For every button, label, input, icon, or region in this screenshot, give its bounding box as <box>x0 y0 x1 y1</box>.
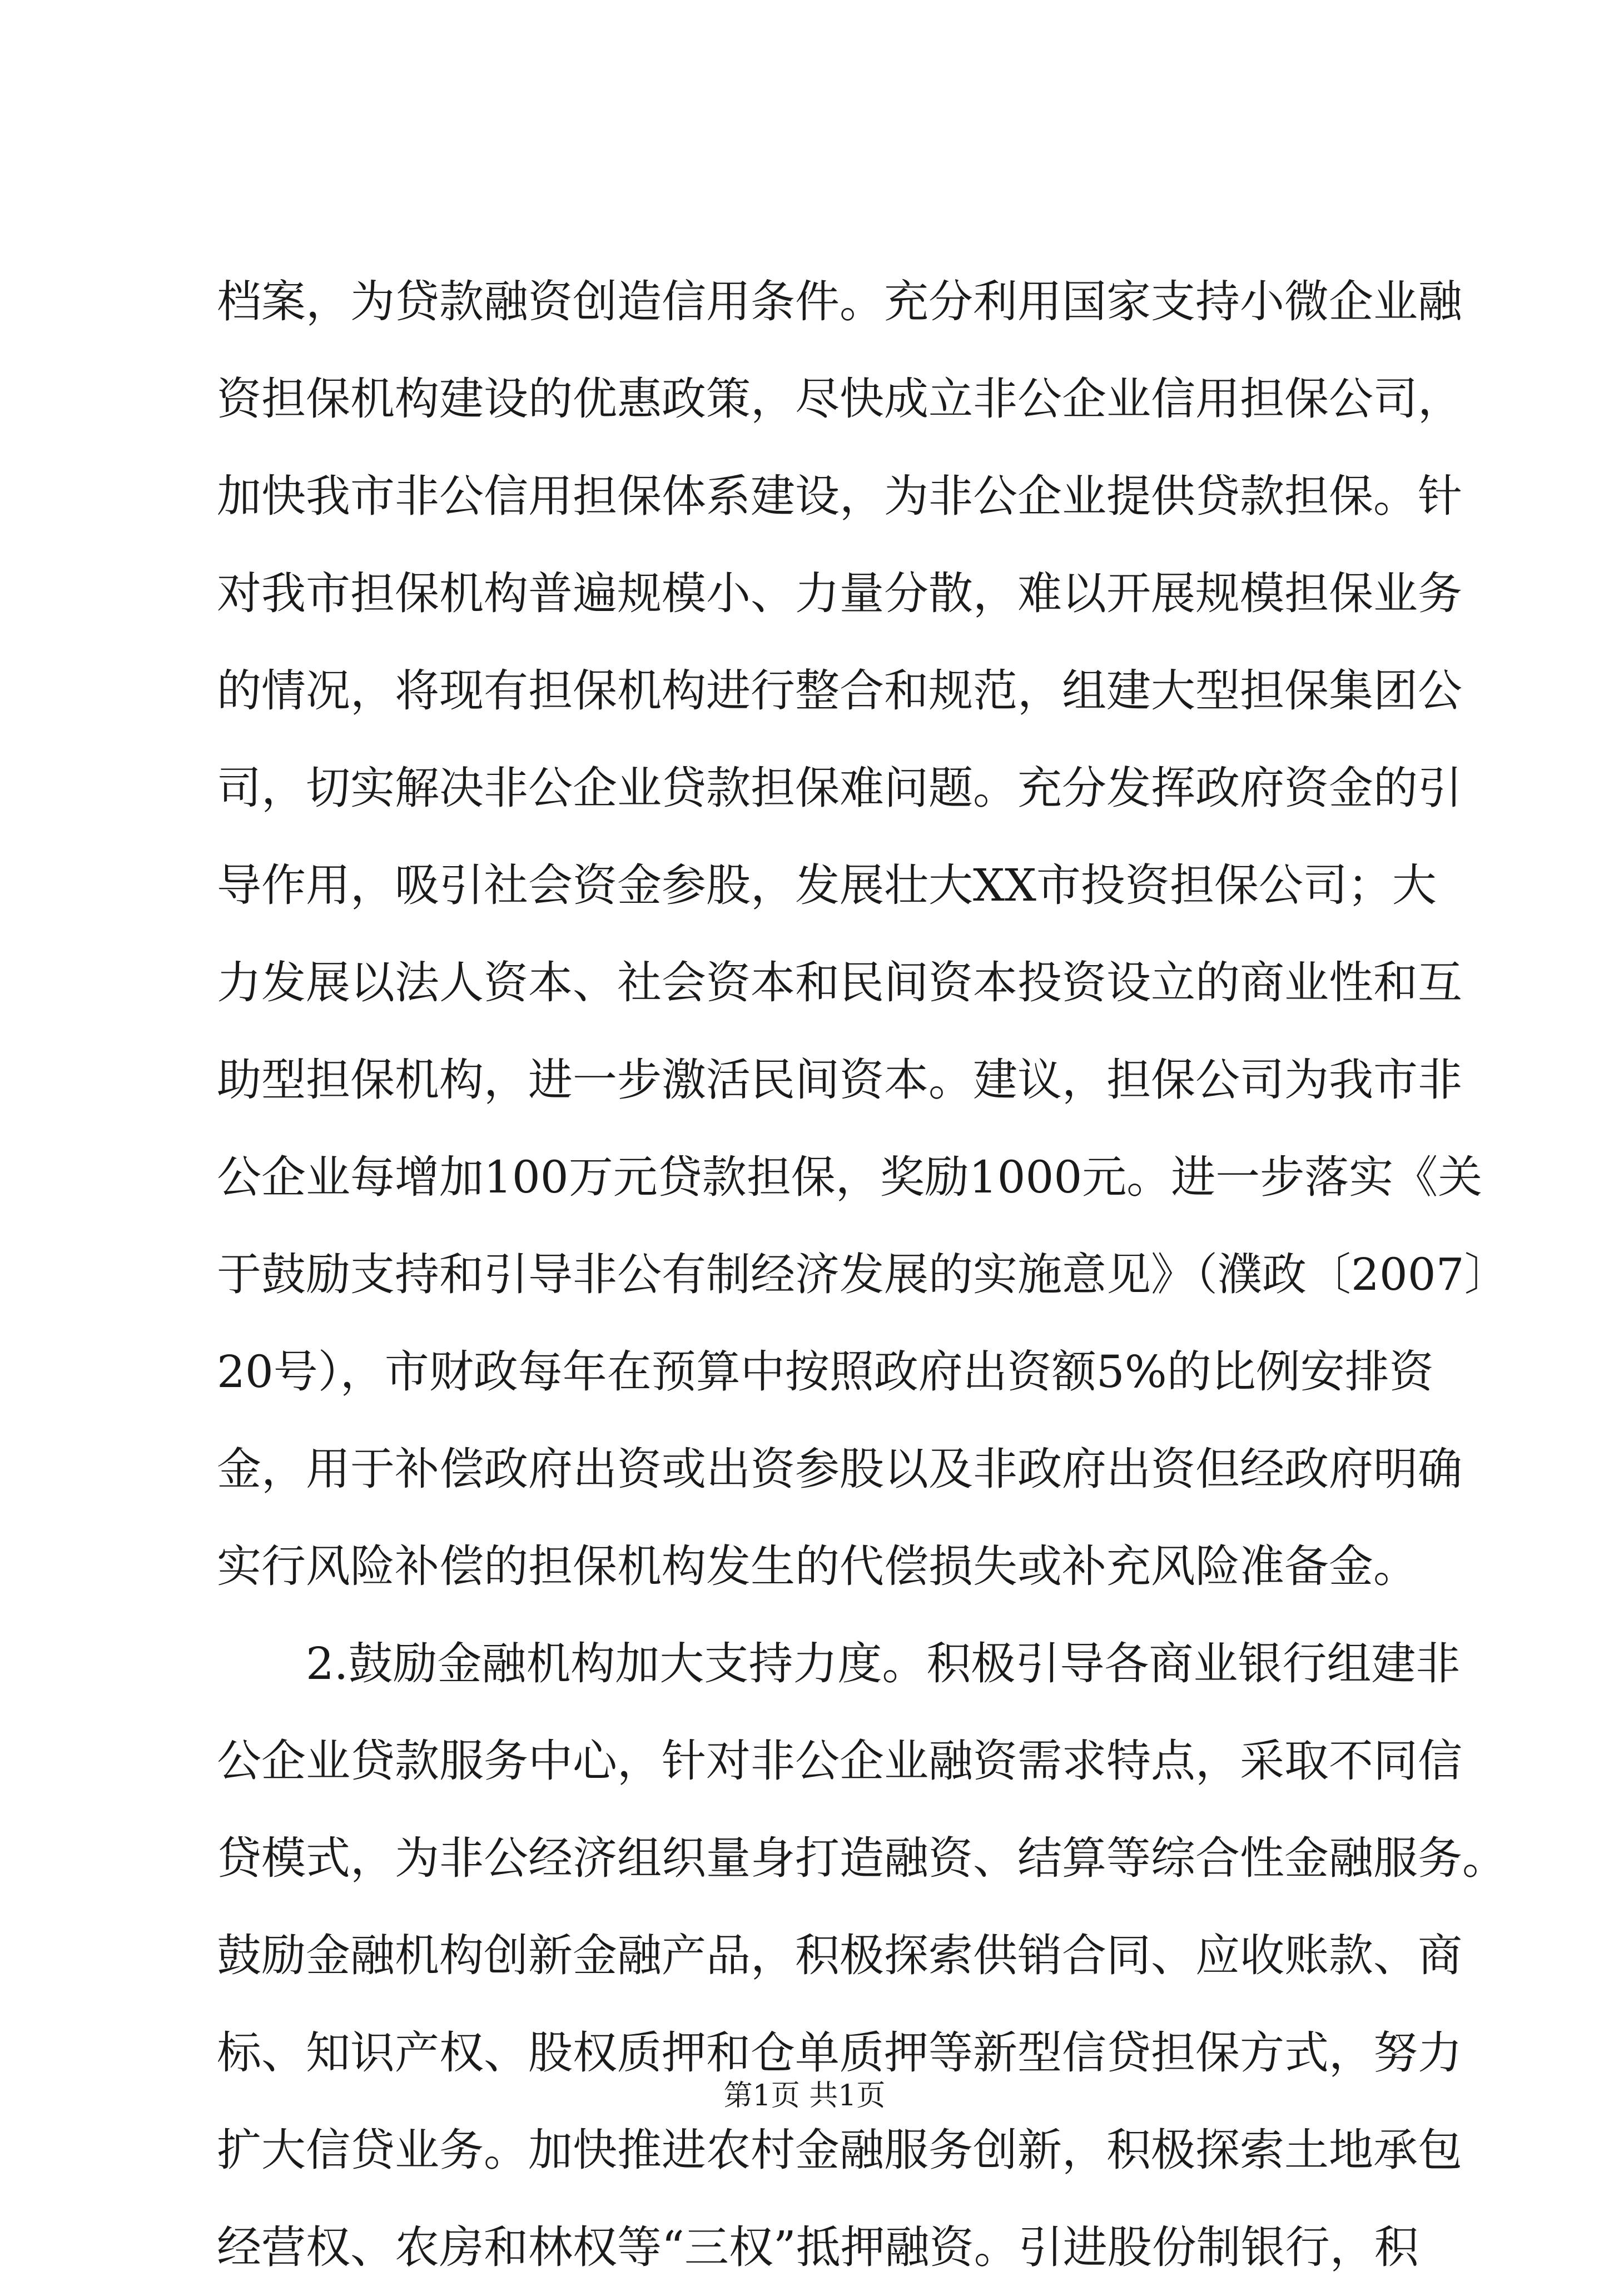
page-footer <box>0 2074 1609 2118</box>
body-text <box>217 253 1509 2296</box>
text-line: 力发展以法人资本、社会资本和民间资本投资设立的商业性和互 <box>217 957 1462 1008</box>
text-line: 资担保机构建设的优惠政策，尽快成立非公企业信用担保公司， <box>217 373 1462 425</box>
text-line: 实行风险补偿的担保机构发生的代偿损失或补充风险准备金。 <box>217 1540 1418 1592</box>
text-line: 加快我市非公信用担保体系建设，为非公企业提供贷款担保。针 <box>217 470 1462 522</box>
text-line: 鼓励金融机构创新金融产品，积极探索供销合同、应收账款、商 <box>217 1930 1462 1981</box>
text-line: 助型担保机构，进一步激活民间资本。建议，担保公司为我市非 <box>217 1054 1462 1106</box>
text-line: 经营权、农房和林权等“三权”抵押融资。引进股份制银行，积 <box>217 2222 1419 2273</box>
text-line: 标、知识产权、股权质押和仓单质押等新型信贷担保方式，努力 <box>217 2027 1462 2079</box>
page-number-label: 第1页 共1页 <box>723 2079 886 2113</box>
text-line: 导作用，吸引社会资金参股，发展壮大XX市投资担保公司；大 <box>217 859 1437 911</box>
text-line: 档案，为贷款融资创造信用条件。充分利用国家支持小微企业融 <box>217 276 1462 327</box>
text-line: 金，用于补偿政府出资或出资参股以及非政府出资但经政府明确 <box>217 1443 1462 1495</box>
text-line: 对我市担保机构普遍规模小、力量分散，难以开展规模担保业务 <box>217 568 1462 619</box>
text-line: 于鼓励支持和引导非公有制经济发展的实施意见》（濮政〔2007〕 <box>217 1249 1509 1300</box>
text-line: 的情况，将现有担保机构进行整合和规范，组建大型担保集团公 <box>217 665 1462 717</box>
text-line: 扩大信贷业务。加快推进农村金融服务创新，积极探索土地承包 <box>217 2124 1462 2176</box>
text-line: 2.鼓励金融机构加大支持力度。积极引导各商业银行组建非 <box>306 1638 1461 1689</box>
text-line: 公企业贷款服务中心，针对非公企业融资需求特点，采取不同信 <box>217 1735 1462 1787</box>
text-line: 司，切实解决非公企业贷款担保难问题。充分发挥政府资金的引 <box>217 762 1462 814</box>
text-line: 20号），市财政每年在预算中按照政府出资额5%的比例安排资 <box>217 1346 1434 1398</box>
text-line: 公企业每增加100万元贷款担保，奖励1000元。进一步落实《关 <box>217 1151 1483 1203</box>
text-line: 贷模式，为非公经济组织量身打造融资、结算等综合性金融服务。 <box>217 1832 1507 1884</box>
